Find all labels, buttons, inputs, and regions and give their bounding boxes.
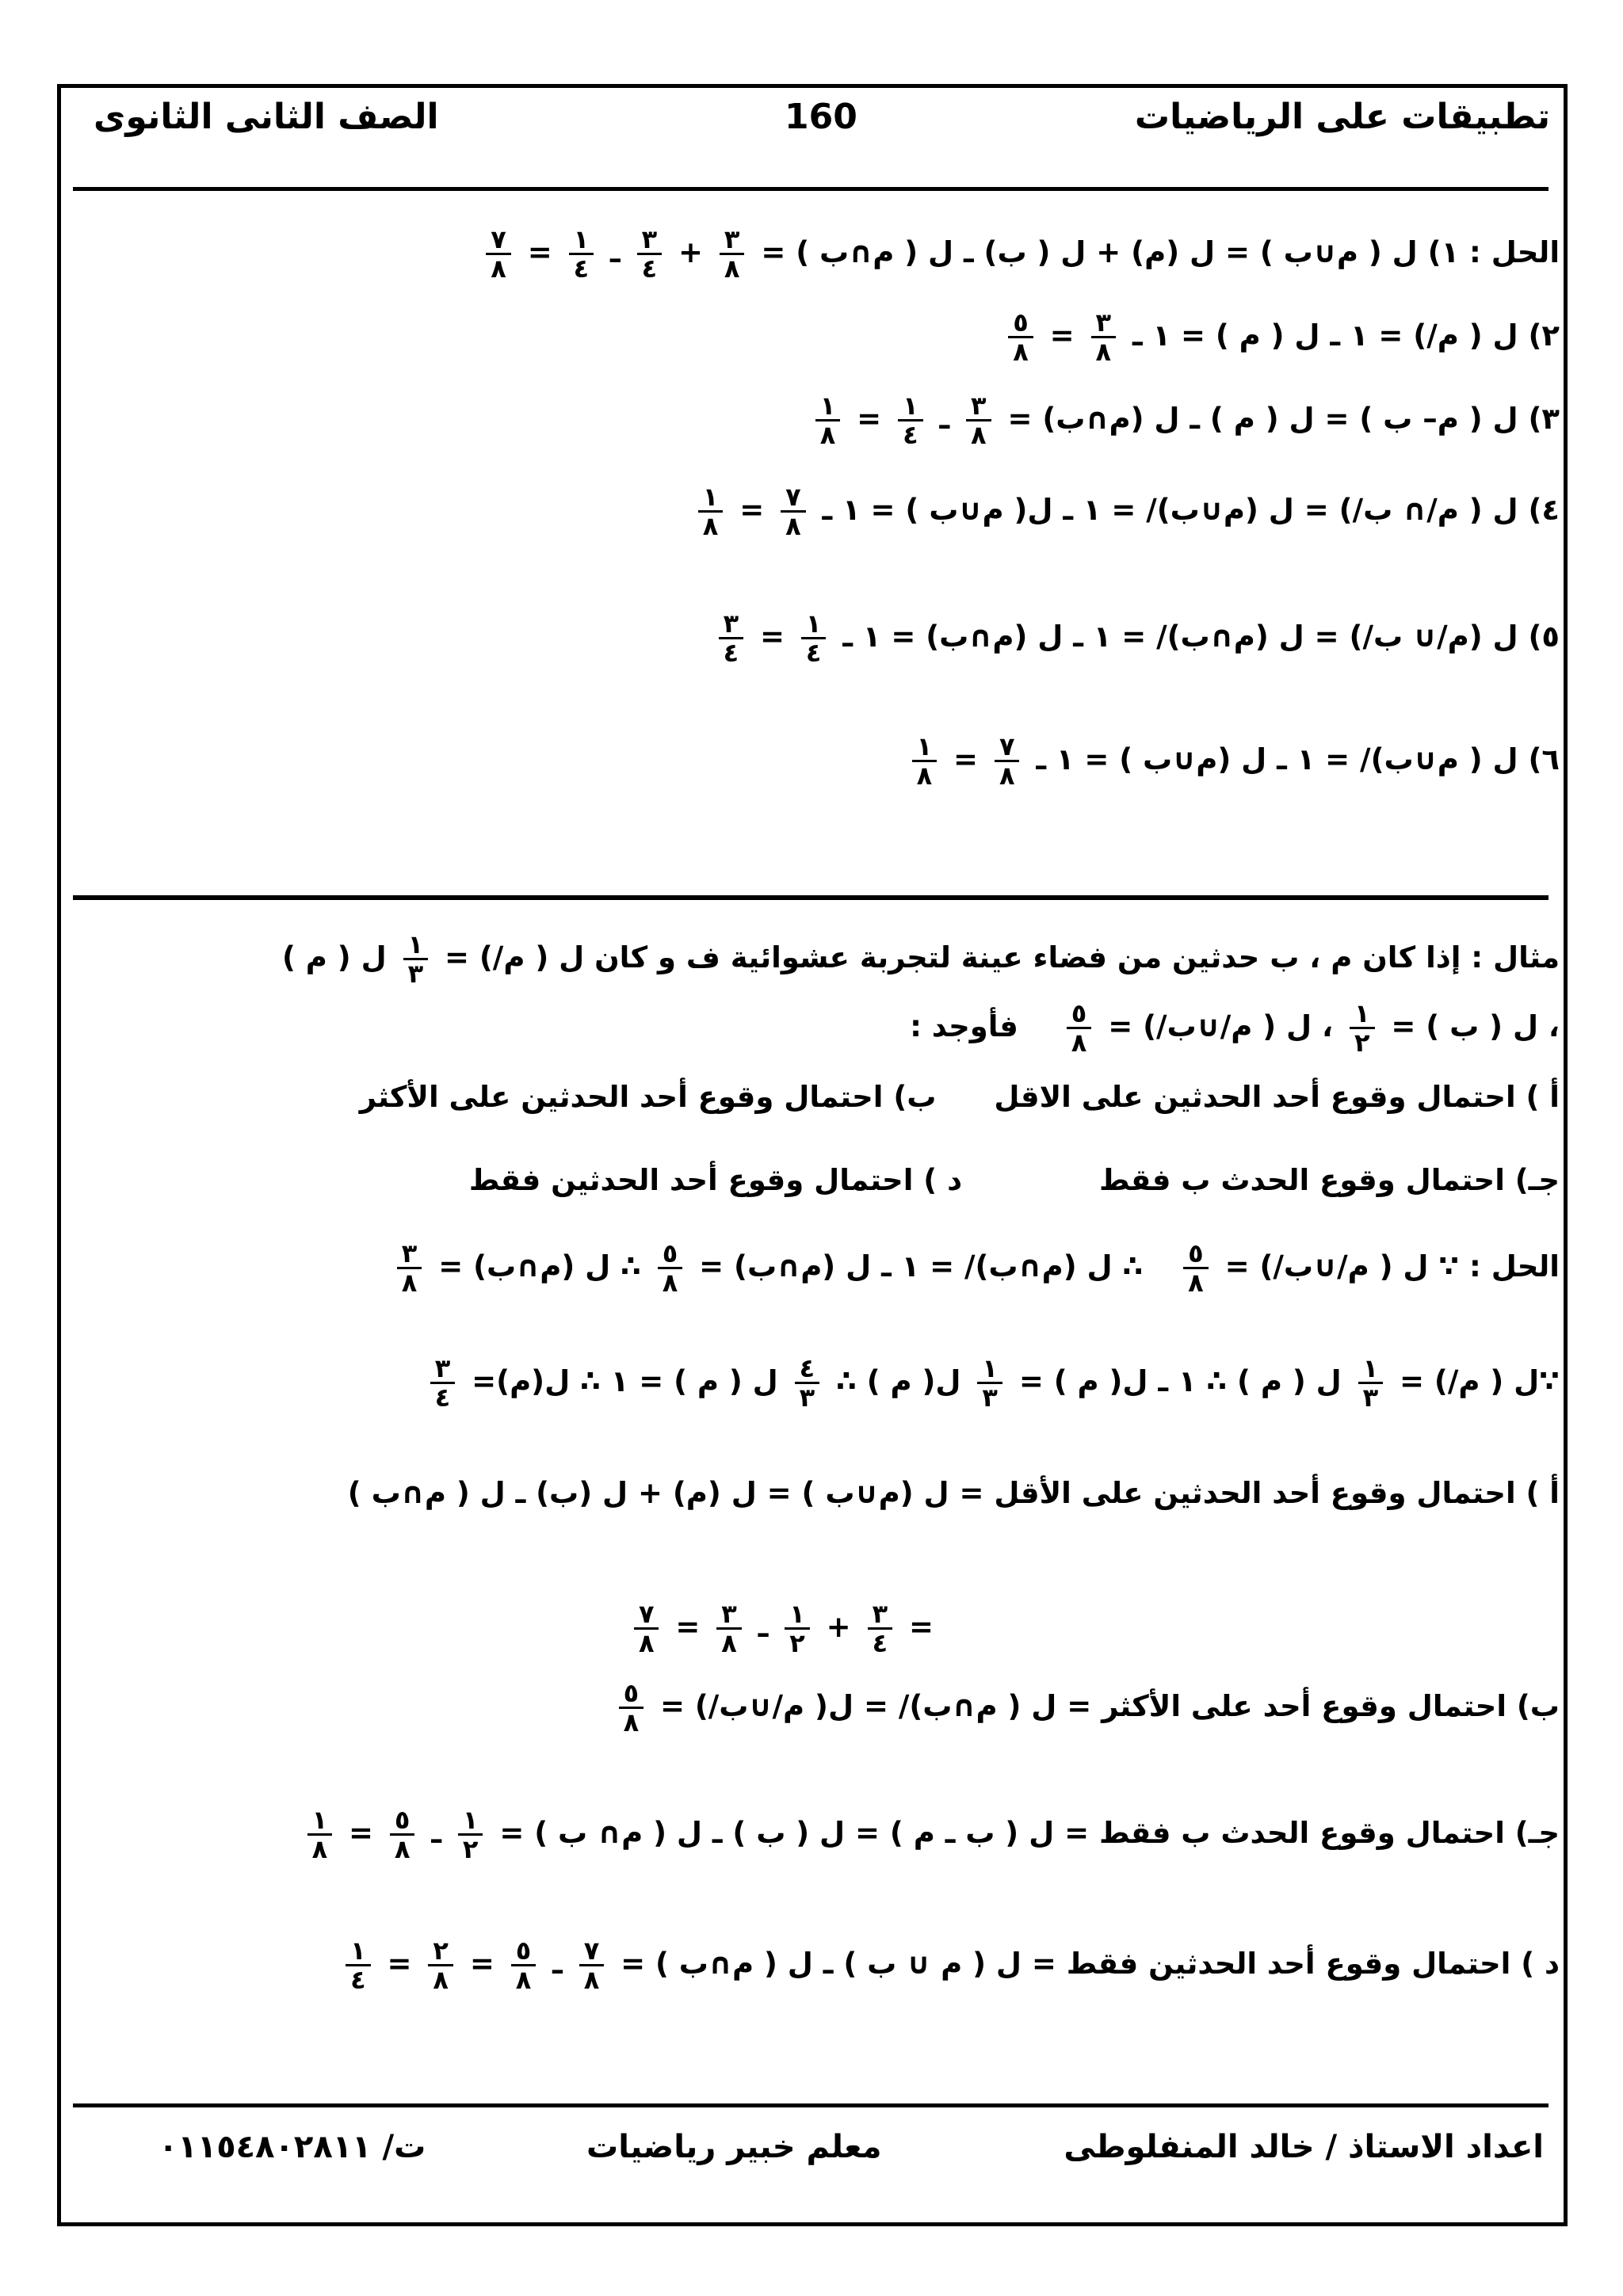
example-line3: أ ) احتمال وقوع أحد الحدثين على الاقل ب) احتمال وقوع أحد الحدثين على الأكثر [359,1080,1560,1114]
section-divider [73,895,1549,900]
footer-author: اعداد الاستاذ / خالد المنفلوطى [1064,2129,1544,2165]
book-title: تطبيقات على الرياضيات [1134,97,1550,137]
solution2-line5: ب) احتمال وقوع أحد على الأكثر = ل ( ﻡ∩ب)/ = ل( ﻡ/∪ب/) = $\frac{٥}{٨}$ [613,1680,1560,1736]
solution1-line4: ٤) ل ( ﻡ/∩ ب/) = ل (ﻡ∪ب)/ = ١ ـ ل( ﻡ∪ب ) = ١ ـ $\frac{٧}{٨}$ = $\frac{١}{٨}$ [692,483,1560,540]
solution2-line3: أ ) احتمال وقوع أحد الحدثين على الأقل = ل (ﻡ∪ب ) = ل (ﻡ) + ل (ب) ـ ل ( ﻡ∩ب ) [347,1476,1560,1510]
solution2-line4: = $\frac{٣}{٤}$ + $\frac{١}{٢}$ ـ $\frac{٣}{٨}$ = $\frac{٧}{٨}$ [628,1600,934,1657]
solution1-line5: ٥) ل (ﻡ/∪ ب/) = ل (ﻡ∩ب)/ = ١ ـ ل (ﻡ∩ب) = ١ ـ $\frac{١}{٤}$ = $\frac{٣}{٤}$ [712,610,1560,666]
footer-phone: ت/ ٠١١٥٤٨٠٢٨١١ [158,2129,426,2165]
solution2-line7: د ) احتمال وقوع أحد الحدثين فقط = ل ( ﻡ ∪ ب ) ـ ل ( ﻡ∩ب ) = $\frac{٧}{٨}$ ـ $\frac{٥}{٨}$ = $\frac{٢}{٨}$ = $\frac{١}{٤}$ [339,1937,1560,1993]
solution2-line2: ∵ل ( ﻡ/) = $\frac{١}{٣}$ ل ( ﻡ ) ∴ ١ ـ ل( ﻡ ) = $\frac{١}{٣}$ ل( ﻡ ) ∴ $\frac{٤}{٣}$ ل ( ﻡ ) = ١ ∴ ل(ﻡ)= $\frac{٣}{٤}$ [424,1355,1560,1411]
footer-role: معلم خبير رياضيات [586,2129,882,2165]
solution2-line1: الحل : ∵ ل ( ﻡ/∪ب/) = $\frac{٥}{٨}$ ∴ ل (ﻡ∩ب)/ = ١ ـ ل (ﻡ∩ب) = $\frac{٥}{٨}$ ∴ ل (ﻡ∩ب) = $\frac{٣}{٨}$ [391,1240,1560,1296]
example-line1: مثال : إذا كان ﻡ ، ب حدثين من فضاء عينة لتجربة عشوائية ف و كان ل ( ﻡ/) = $\frac{١}{٣}$ ل ( ﻡ ) [282,929,1560,989]
footer-rule [73,2103,1549,2107]
example-line2: ، ل ( ب ) = $\frac{١}{٢}$ ، ل ( ﻡ/∪ب/) = $\frac{٥}{٨}$ فأوجد : [910,998,1560,1058]
grade-label: الصف الثانى الثانوى [94,97,439,137]
solution1-line6: ٦) ل ( ﻡ∪ب)/ = ١ ـ ل (ﻡ∪ب ) = ١ ـ $\frac{٧}{٨}$ = $\frac{١}{٨}$ [906,733,1560,789]
solution1-line1: الحل : ١) ل ( ﻡ∪ب ) = ل (ﻡ) + ل ( ب) ـ ل ( ﻡ∩ب ) = $\frac{٣}{٨}$ + $\frac{٣}{٤}$ ـ $\frac{١}{٤}$ = $\frac{٧}{٨}$ [479,226,1560,282]
example-line4: جـ) احتمال وقوع الحدث ب فقط د ) احتمال وقوع أحد الحدثين فقط [468,1163,1560,1197]
solution2-line6: جـ) احتمال وقوع الحدث ب فقط = ل ( ب ـ ﻡ ) = ل ( ب ) ـ ل ( ﻡ∩ ب ) = $\frac{١}{٢}$ ـ $\frac{٥}{٨}$ = $\frac{١}{٨}$ [301,1806,1560,1863]
solution1-line3: ٣) ل ( ﻡ– ب ) = ل ( ﻡ ) ـ ل (ﻡ∩ب) = $\frac{٣}{٨}$ ـ $\frac{١}{٤}$ = $\frac{١}{٨}$ [809,392,1560,448]
solution1-line2: ٢) ل ( ﻡ/) = ١ ـ ل ( ﻡ ) = ١ ـ $\frac{٣}{٨}$ = $\frac{٥}{٨}$ [1002,309,1560,365]
page-number: 160 [785,97,857,137]
header-rule [73,187,1549,191]
